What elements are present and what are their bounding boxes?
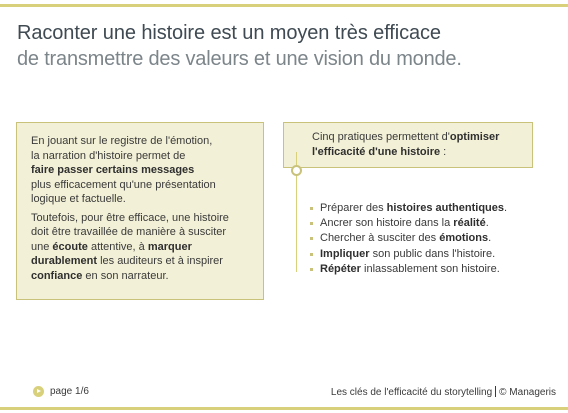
bottom-rule <box>0 407 568 410</box>
list-item-text: . <box>488 232 492 245</box>
footer-title: Les clés de l'efficacité du storytelling <box>330 387 493 398</box>
list-item <box>310 231 507 246</box>
footer-copyright: © Manageris <box>499 387 556 398</box>
practices-header-emphasis: optimiser <box>449 131 500 143</box>
list-item-text: . <box>504 202 508 214</box>
intro-emphasis: marquer <box>147 240 192 253</box>
list-item-text: son public dans l'histoire. <box>369 247 496 260</box>
list-item-emphasis: réalité <box>453 217 486 230</box>
bullet-icon <box>310 207 313 210</box>
footer-credits <box>331 386 556 398</box>
intro-emphasis: écoute <box>52 240 88 253</box>
intro-text: Toutefois, pour être efficace, une histoire <box>31 211 229 224</box>
intro-emphasis: faire passer certains messages <box>31 164 195 176</box>
intro-emphasis: confiance <box>31 269 83 282</box>
intro-box <box>16 122 264 300</box>
list-item-text: Préparer des <box>320 202 387 214</box>
footer <box>0 382 568 402</box>
intro-text: attentive, à <box>87 240 148 253</box>
bullet-icon <box>310 222 313 225</box>
connector-dot-icon <box>291 165 302 176</box>
list-item-text: Chercher à susciter des <box>320 232 440 245</box>
list-item-emphasis: Impliquer <box>320 247 370 260</box>
intro-paragraph-1 <box>31 134 251 207</box>
footer-separator <box>495 386 496 397</box>
list-item-text: Ancrer son histoire dans la <box>320 217 454 230</box>
intro-text: les auditeurs et à inspirer <box>97 255 223 267</box>
intro-text: logique et factuelle. <box>31 193 126 205</box>
practices-header-box <box>283 122 533 168</box>
list-item <box>310 262 507 277</box>
intro-text: la narration d'histoire permet de <box>31 149 186 162</box>
bullet-icon <box>310 237 313 240</box>
practices-list <box>310 201 507 277</box>
title-line-1: Raconter une histoire est un moyen très efficace <box>17 22 441 44</box>
intro-text: En jouant sur le registre de l'émotion, <box>31 135 213 147</box>
practices-header-text: : <box>440 146 447 158</box>
practices-header-text: Cinq pratiques permettent d' <box>312 131 450 143</box>
bullet-icon <box>310 253 313 256</box>
intro-text: en son narrateur. <box>82 269 169 282</box>
list-item-text: . <box>485 217 489 230</box>
intro-text: une <box>31 240 53 253</box>
list-item-text: inlassablement son histoire. <box>360 262 500 275</box>
intro-emphasis: durablement <box>31 255 98 267</box>
page-indicator: page 1/6 <box>50 386 89 397</box>
title-line-2: de transmettre des valeurs et une vision du monde. <box>17 48 462 70</box>
intro-text: doit être travaillée de manière à susciter <box>31 226 227 238</box>
list-item <box>310 247 507 262</box>
practices-header-emphasis: l'efficacité d'une histoire <box>312 146 441 158</box>
intro-text: plus efficacement qu'une présentation <box>31 178 216 191</box>
page-title <box>17 20 557 72</box>
next-page-play-icon[interactable] <box>33 386 44 397</box>
top-rule <box>0 4 568 7</box>
intro-paragraph-2 <box>31 211 251 284</box>
list-item <box>310 201 507 216</box>
list-item <box>310 216 507 231</box>
list-item-emphasis: émotions <box>439 232 489 245</box>
list-item-emphasis: Répéter <box>320 262 361 275</box>
list-item-emphasis: histoires authentiques <box>386 202 505 214</box>
bullet-icon <box>310 268 313 271</box>
